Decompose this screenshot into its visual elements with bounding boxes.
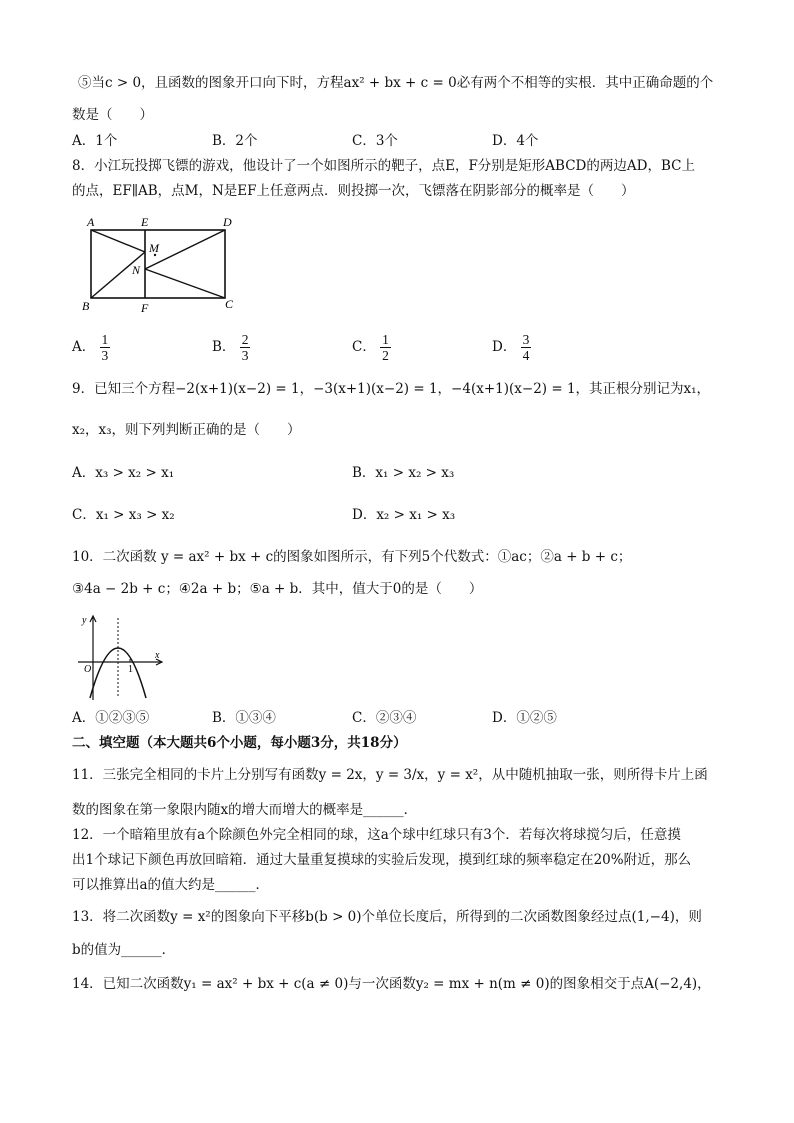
q9-stem-line1: 9．已知三个方程−2(x+1)(x−2) = 1，−3(x+1)(x−2) = 1，−4(x+1)(x−2) = 1，其正根分别记为x₁，	[72, 381, 711, 397]
label-origin: O	[84, 664, 92, 675]
q9-stem-line2: x₂，x₃，则下列判断正确的是（ ）	[72, 422, 301, 438]
q10-option-c: C．②③④	[352, 710, 417, 726]
q8-option-d: D． $\frac{3}{4}$	[492, 332, 530, 363]
q8-stem-line2: 的点，EF∥AB，点M，N是EF上任意两点．则投掷一次，飞镖落在阴影部分的概率是（ ）	[72, 183, 635, 199]
q8-stem-line1: 8．小江玩投掷飞镖的游戏，他设计了一个如图所示的靶子，点E，F分别是矩形ABCD的两边AD，BC上	[72, 158, 695, 174]
label-y: y	[82, 615, 87, 626]
q13-stem-line1: 13．将二次函数y = x²的图象向下平移b(b > 0)个单位长度后，所得到的二次函数图象经过点(1,−4)，则	[72, 909, 702, 925]
q10-option-d: D．①②⑤	[492, 710, 557, 726]
q12-stem-line1: 12．一个暗箱里放有a个除颜色外完全相同的球，这a个球中红球只有3个．若每次将球搅匀后，任意摸	[72, 827, 681, 843]
label-n: N	[132, 263, 141, 277]
q9-option-d: D．x₂ > x₁ > x₃	[352, 507, 456, 523]
q12-stem-line2: 出1个球记下颜色再放回暗箱．通过大量重复摸球的实验后发现，摸到红球的频率稳定在20%附近，那么	[72, 852, 692, 868]
q11-stem-line1: 11．三张完全相同的卡片上分别写有函数y = 2x，y = 3/x，y = x²，从中随机抽取一张，则所得卡片上函	[72, 767, 708, 783]
label-b: B	[82, 299, 90, 313]
q10-stem-line1: 10．二次函数 y = ax² + bx + c的图象如图所示，有下列5个代数式：①ac；②a + b + c；	[72, 549, 632, 565]
label-x: x	[155, 650, 160, 661]
q7-option-a: A．1个	[72, 133, 118, 149]
q12-stem-line3: 可以推算出a的值大约是______．	[72, 877, 270, 893]
q8-option-b: B． $\frac{2}{3}$	[212, 332, 249, 363]
q9-option-a: A．x₃ > x₂ > x₁	[72, 465, 175, 481]
q9-option-b: B．x₁ > x₂ > x₃	[352, 465, 455, 481]
q10-stem-line2: ③4a − 2b + c；④2a + b；⑤a + b．其中，值大于0的是（ ）	[72, 581, 483, 597]
q14-stem-line1: 14．已知二次函数y₁ = ax² + bx + c(a ≠ 0)与一次函数y₂ = mx + n(m ≠ 0)的图象相交于点A(−2,4)，	[72, 976, 711, 992]
q8-option-a: A． $\frac{1}{3}$	[72, 332, 109, 363]
label-m: M	[149, 241, 159, 255]
section-2-heading: 二、填空题（本大题共6个小题，每小题3分，共18分）	[72, 735, 407, 751]
q13-stem-line2: b的值为______．	[72, 942, 176, 958]
label-d: D	[223, 215, 232, 229]
label-one: 1	[128, 664, 133, 675]
label-c: C	[225, 297, 234, 311]
q8-option-c: C． $\frac{1}{2}$	[352, 332, 389, 363]
q11-stem-line2: 数的图象在第一象限内随x的增大而增大的概率是______．	[72, 802, 418, 818]
q7-statement-5: ⑤当c > 0，且函数的图象开口向下时，方程ax² + bx + c = 0必有两个不相等的实根．其中正确命题的个	[78, 75, 714, 91]
label-e: E	[141, 215, 149, 229]
q10-option-b: B．①③④	[212, 710, 276, 726]
q8-dartboard-figure	[76, 212, 246, 316]
q10-parabola-figure	[76, 612, 168, 702]
q9-option-c: C．x₁ > x₃ > x₂	[72, 507, 175, 523]
label-f: F	[141, 301, 149, 315]
q7-option-d: D．4个	[492, 133, 539, 149]
q10-option-a: A．①②③⑤	[72, 710, 150, 726]
q7-statement-5-cont: 数是（ ）	[72, 107, 153, 123]
q7-option-b: B．2个	[212, 133, 258, 149]
label-a: A	[87, 215, 95, 229]
q7-option-c: C．3个	[352, 133, 398, 149]
